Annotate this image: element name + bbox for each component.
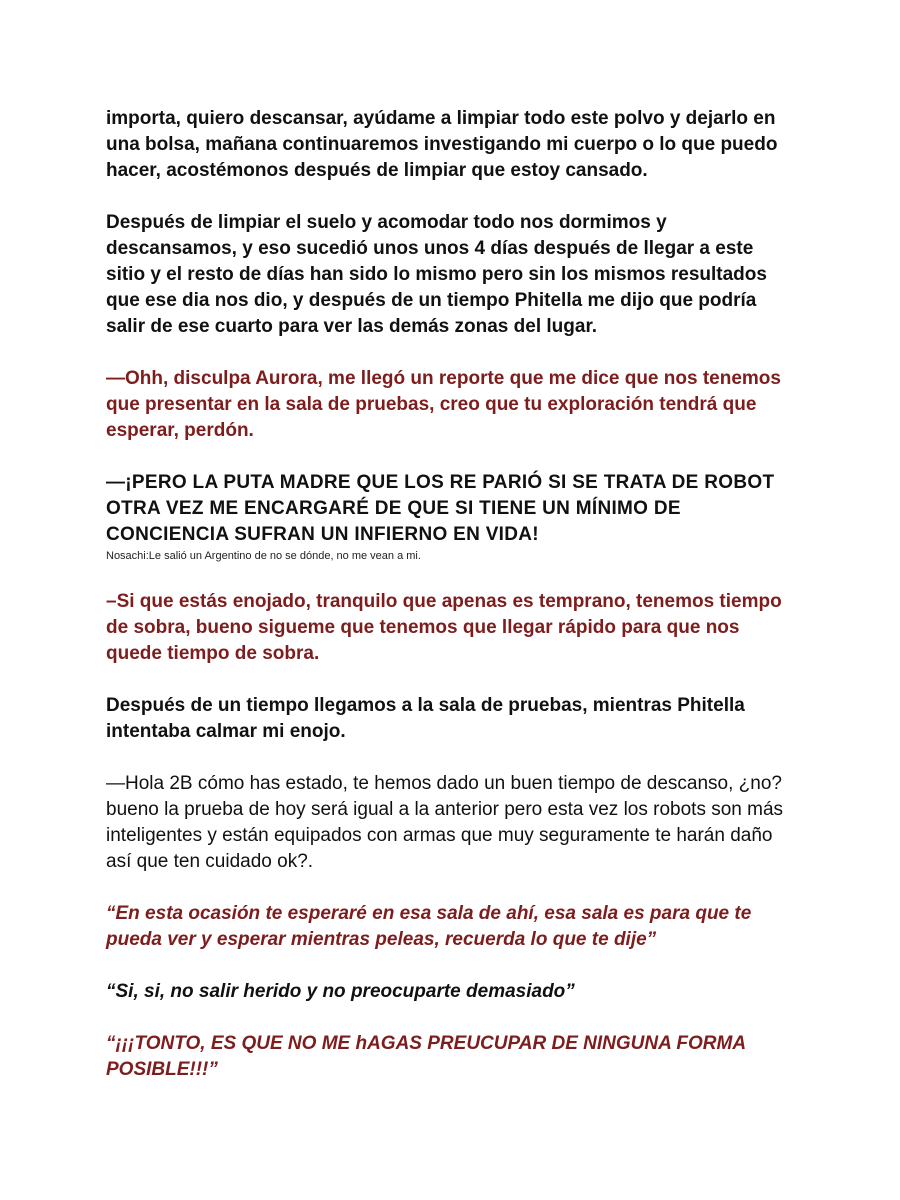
paragraph-narration-2: Después de limpiar el suelo y acomodar todo nos dormimos y descansamos, y eso sucedió unos unos 4 días después de llegar a este sitio y el resto de días han sido lo mismo pero sin los mismos resultados que ese dia nos dio, y después de un tiempo Phitella me dijo que podría salir de ese cuarto para ver las demás zonas del lugar.: [106, 212, 767, 337]
paragraph-narration-3: Después de un tiempo llegamos a la sala de pruebas, mientras Phitella intentaba calmar mi enojo.: [106, 695, 745, 742]
paragraph-dialogue-shout: —¡PERO LA PUTA MADRE QUE LOS RE PARIÓ SI SE TRATA DE ROBOT OTRA VEZ ME ENCARGARÉ DE QUE SI TIENE UN MÍNIMO DE CONCIENCIA SUFRAN UN INFIERNO EN VIDA!: [106, 472, 775, 545]
author-note: Nosachi:Le salió un Argentino de no se dónde, no me vean a mi.: [106, 550, 421, 562]
paragraph-thought-phitella-2: “¡¡¡TONTO, ES QUE NO ME hAGAS PREUCUPAR DE NINGUNA FORMA POSIBLE!!!”: [106, 1033, 746, 1080]
paragraph-narration-1: importa, quiero descansar, ayúdame a limpiar todo este polvo y dejarlo en una bolsa, mañana continuaremos investigando mi cuerpo o lo que puedo hacer, acostémonos después de limpiar que estoy cansado.: [106, 108, 778, 181]
paragraph-dialogue-researcher: —Hola 2B cómo has estado, te hemos dado un buen tiempo de descanso, ¿no? bueno la prueba de hoy será igual a la anterior pero esta vez los robots son más inteligentes y están equipados con armas que muy seguramente te harán daño así que ten cuidado ok?.: [106, 773, 784, 872]
paragraph-dialogue-phitella-2: –Si que estás enojado, tranquilo que apenas es temprano, tenemos tiempo de sobra, bueno sigueme que tenemos que llegar rápido para que nos quede tiempo de sobra.: [106, 591, 782, 664]
paragraph-thought-2b: “Si, si, no salir herido y no preocuparte demasiado”: [106, 981, 575, 1002]
paragraph-thought-phitella-1: “En esta ocasión te esperaré en esa sala de ahí, esa sala es para que te pueda ver y esperar mientras peleas, recuerda lo que te dije”: [106, 903, 752, 950]
paragraph-dialogue-phitella-1: —Ohh, disculpa Aurora, me llegó un reporte que me dice que nos tenemos que presentar en la sala de pruebas, creo que tu exploración tendrá que esperar, perdón.: [106, 368, 781, 441]
document-page: [106, 106, 796, 1083]
